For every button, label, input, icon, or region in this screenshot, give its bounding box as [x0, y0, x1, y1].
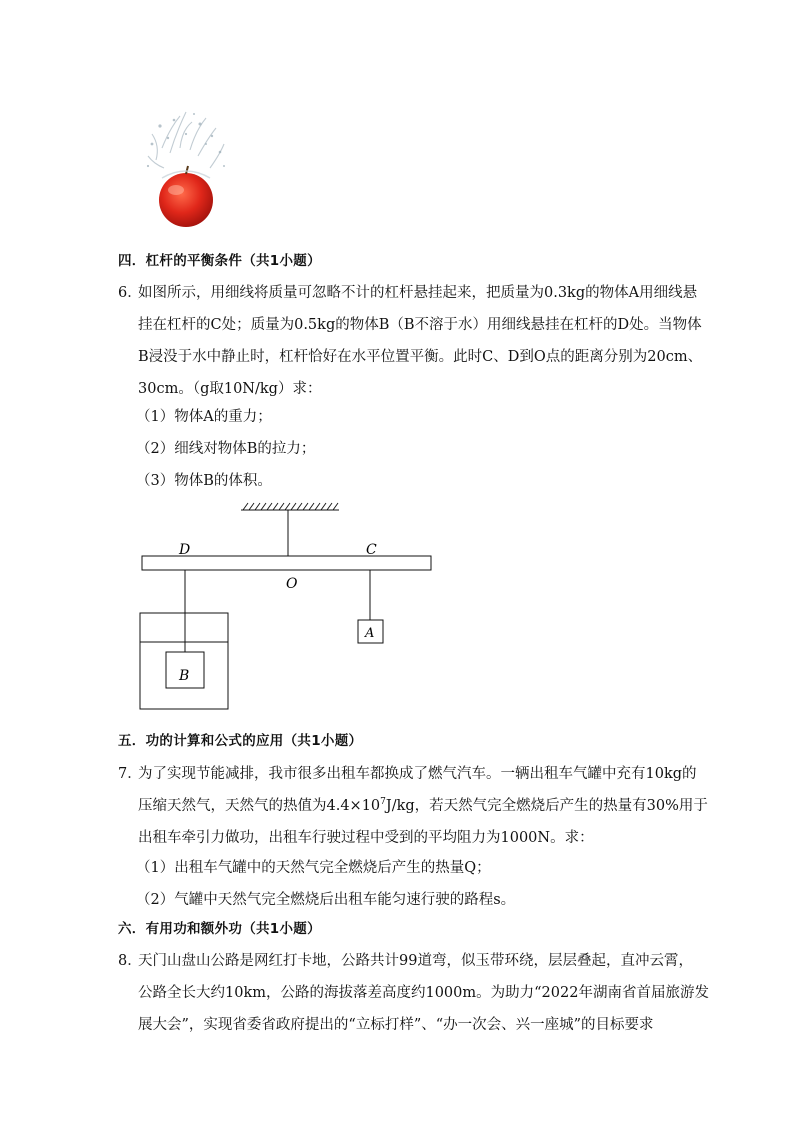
label-c: C [366, 542, 377, 558]
lever-bar [142, 556, 431, 570]
label-o: O [286, 576, 298, 592]
section-heading-5: 五．功的计算和公式的应用（共1小题） [118, 733, 363, 749]
q7-line-2 [138, 794, 708, 815]
label-a: A [365, 626, 375, 641]
ceiling-hatch [241, 503, 339, 510]
q8-line-1: 天门山盘山公路是网红打卡地，公路共计99道弯，似玉带环绕，层层叠起，直冲云霄， [138, 953, 693, 969]
q6-sub-1: （1）物体A的重力； [136, 409, 272, 425]
q7-line-2-pre: 压缩天然气，天然气的热值为4.4×10 [138, 798, 381, 814]
q6-number: 6． [118, 285, 142, 301]
q6-sub-2: （2）细线对物体B的拉力； [136, 441, 316, 457]
q7-line-2-post: J/kg，若天然气完全燃烧后产生的热量有30%用于 [385, 798, 708, 814]
label-b: B [179, 668, 190, 684]
q7-sub-2: （2）气罐中天然气完全燃烧后出租车能匀速行驶的路程s。 [136, 892, 516, 908]
section-heading-4: 四．杠杆的平衡条件（共1小题） [118, 253, 321, 269]
q6-line-4: 30cm。（g取10N/kg）求： [138, 381, 322, 397]
q6-sub-3: （3）物体B的体积。 [136, 473, 272, 489]
section-heading-6: 六．有用功和额外功（共1小题） [118, 921, 321, 937]
q6-line-2: 挂在杠杆的C处；质量为0.5kg的物体B（B不溶于水）用细线悬挂在杠杆的D处。当物体 [138, 317, 702, 333]
q7-line-1: 为了实现节能减排，我市很多出租车都换成了燃气汽车。一辆出租车气罐中充有10kg的 [138, 766, 697, 782]
q8-line-2: 公路全长大约10km，公路的海拔落差高度约1000m。为助力“2022年湖南省首届旅游发 [138, 985, 709, 1001]
q7-number: 7． [118, 766, 142, 782]
q8-number: 8． [118, 953, 142, 969]
q8-line-3: 展大会”，实现省委省政府提出的“立标打样”、“办一次会、兴一座城”的目标要求 [138, 1017, 654, 1033]
label-d: D [179, 542, 191, 558]
q6-line-1: 如图所示，用细线将质量可忽略不计的杠杆悬挂起来，把质量为0.3kg的物体A用细线悬 [138, 285, 698, 301]
q7-line-3: 出租车牵引力做功，出租车行驶过程中受到的平均阻力为1000N。求： [138, 830, 594, 846]
q7-sub-1: （1）出租车气罐中的天然气完全燃烧后产生的热量Q； [136, 860, 491, 876]
q6-line-3: B浸没于水中静止时，杠杆恰好在水平位置平衡。此时C、D到O点的距离分别为20cm、 [138, 349, 703, 365]
q7-exponent: 7 [380, 797, 386, 808]
